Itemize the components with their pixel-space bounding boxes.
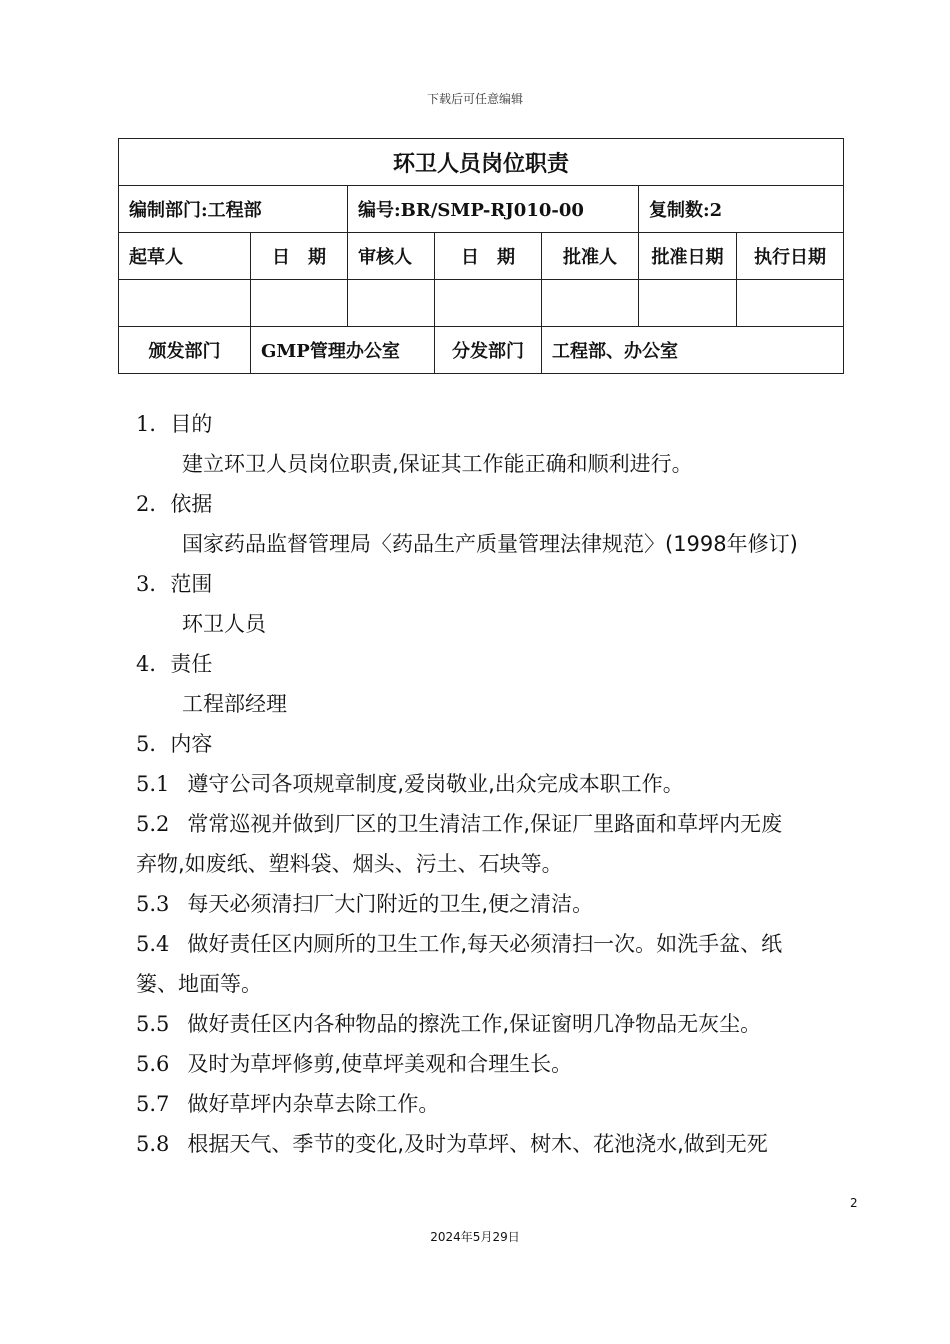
item-number: 5.6 <box>136 1052 170 1076</box>
signature-cell <box>435 280 542 327</box>
issue-dept-label: 颁发部门 <box>119 327 251 374</box>
item-text: 做好责任区内厕所的卫生工作,每天必须清扫一次。如洗手盆、纸 <box>187 932 783 956</box>
list-item <box>136 884 866 924</box>
item-number: 5.4 <box>136 932 170 956</box>
signature-cell <box>119 280 251 327</box>
signature-cell <box>542 280 639 327</box>
section-text: 建立环卫人员岗位职责,保证其工作能正确和顺利进行。 <box>182 452 693 476</box>
document-control-table <box>118 138 844 374</box>
list-item <box>136 1084 866 1124</box>
item-number: 5.5 <box>136 1012 170 1036</box>
header-reviewer: 审核人 <box>348 233 435 280</box>
section-number: 2． <box>136 492 171 516</box>
item-number: 5.7 <box>136 1092 170 1116</box>
signature-cell <box>737 280 844 327</box>
header-date-2: 日 期 <box>435 233 542 280</box>
section-heading <box>136 404 866 444</box>
dept-label: 编制部门:工程部 <box>119 186 348 233</box>
list-item <box>136 924 866 964</box>
dist-dept-value: 工程部、办公室 <box>542 327 844 374</box>
item-number: 5.2 <box>136 812 170 836</box>
item-text: 每天必须清扫厂大门附近的卫生,便之清洁。 <box>187 892 594 916</box>
list-item <box>136 1044 866 1084</box>
section-heading <box>136 644 866 684</box>
section-number: 5． <box>136 732 171 756</box>
footer-date: 2024年5月29日 <box>430 1230 520 1244</box>
document-title: 环卫人员岗位职责 <box>119 139 844 186</box>
section-number: 3． <box>136 572 171 596</box>
section-title: 责任 <box>170 652 213 676</box>
header-note: 下载后可任意编辑 <box>426 92 523 106</box>
section-heading <box>136 484 866 524</box>
section-heading <box>136 564 866 604</box>
item-text: 及时为草坪修剪,使草坪美观和合理生长。 <box>187 1052 573 1076</box>
copies-label: 复制数:2 <box>639 186 844 233</box>
list-item <box>136 1124 866 1164</box>
item-text: 做好责任区内各种物品的擦洗工作,保证窗明几净物品无灰尘。 <box>187 1012 762 1036</box>
section-heading <box>136 724 866 764</box>
list-item <box>136 764 866 804</box>
item-text: 遵守公司各项规章制度,爱岗敬业,出众完成本职工作。 <box>187 772 684 796</box>
item-number: 5.8 <box>136 1132 170 1156</box>
dist-dept-label: 分发部门 <box>435 327 542 374</box>
item-number: 5.1 <box>136 772 170 796</box>
section-text: 环卫人员 <box>182 612 266 636</box>
header-effective-date: 执行日期 <box>737 233 844 280</box>
section-text: 工程部经理 <box>182 692 287 716</box>
section-title: 依据 <box>170 492 213 516</box>
signature-cell <box>348 280 435 327</box>
item-number: 5.3 <box>136 892 170 916</box>
list-item <box>136 804 866 844</box>
section-number: 4． <box>136 652 171 676</box>
section-title: 范围 <box>170 572 213 596</box>
section-title: 内容 <box>170 732 213 756</box>
section-title: 目的 <box>170 412 213 436</box>
item-continuation: 篓、地面等。 <box>136 972 262 996</box>
list-item <box>136 1004 866 1044</box>
item-text: 常常巡视并做到厂区的卫生清洁工作,保证厂里路面和草坪内无废 <box>187 812 783 836</box>
item-text: 根据天气、季节的变化,及时为草坪、树木、花池浇水,做到无死 <box>187 1132 768 1156</box>
header-drafter: 起草人 <box>119 233 251 280</box>
signature-cell <box>251 280 348 327</box>
header-approval-date: 批准日期 <box>639 233 737 280</box>
signature-cell <box>639 280 737 327</box>
header-date-1: 日 期 <box>251 233 348 280</box>
item-continuation: 弃物,如废纸、塑料袋、烟头、污土、石块等。 <box>136 852 563 876</box>
section-number: 1． <box>136 412 171 436</box>
code-label: 编号:BR/SMP-RJ010-00 <box>348 186 639 233</box>
header-approver: 批准人 <box>542 233 639 280</box>
issue-dept-value: GMP管理办公室 <box>251 327 435 374</box>
section-text: 国家药品监督管理局〈药品生产质量管理法律规范〉(1998年修订) <box>182 532 798 556</box>
document-body <box>136 404 866 1164</box>
item-text: 做好草坪内杂草去除工作。 <box>187 1092 440 1116</box>
page-number: 2 <box>850 1196 858 1210</box>
